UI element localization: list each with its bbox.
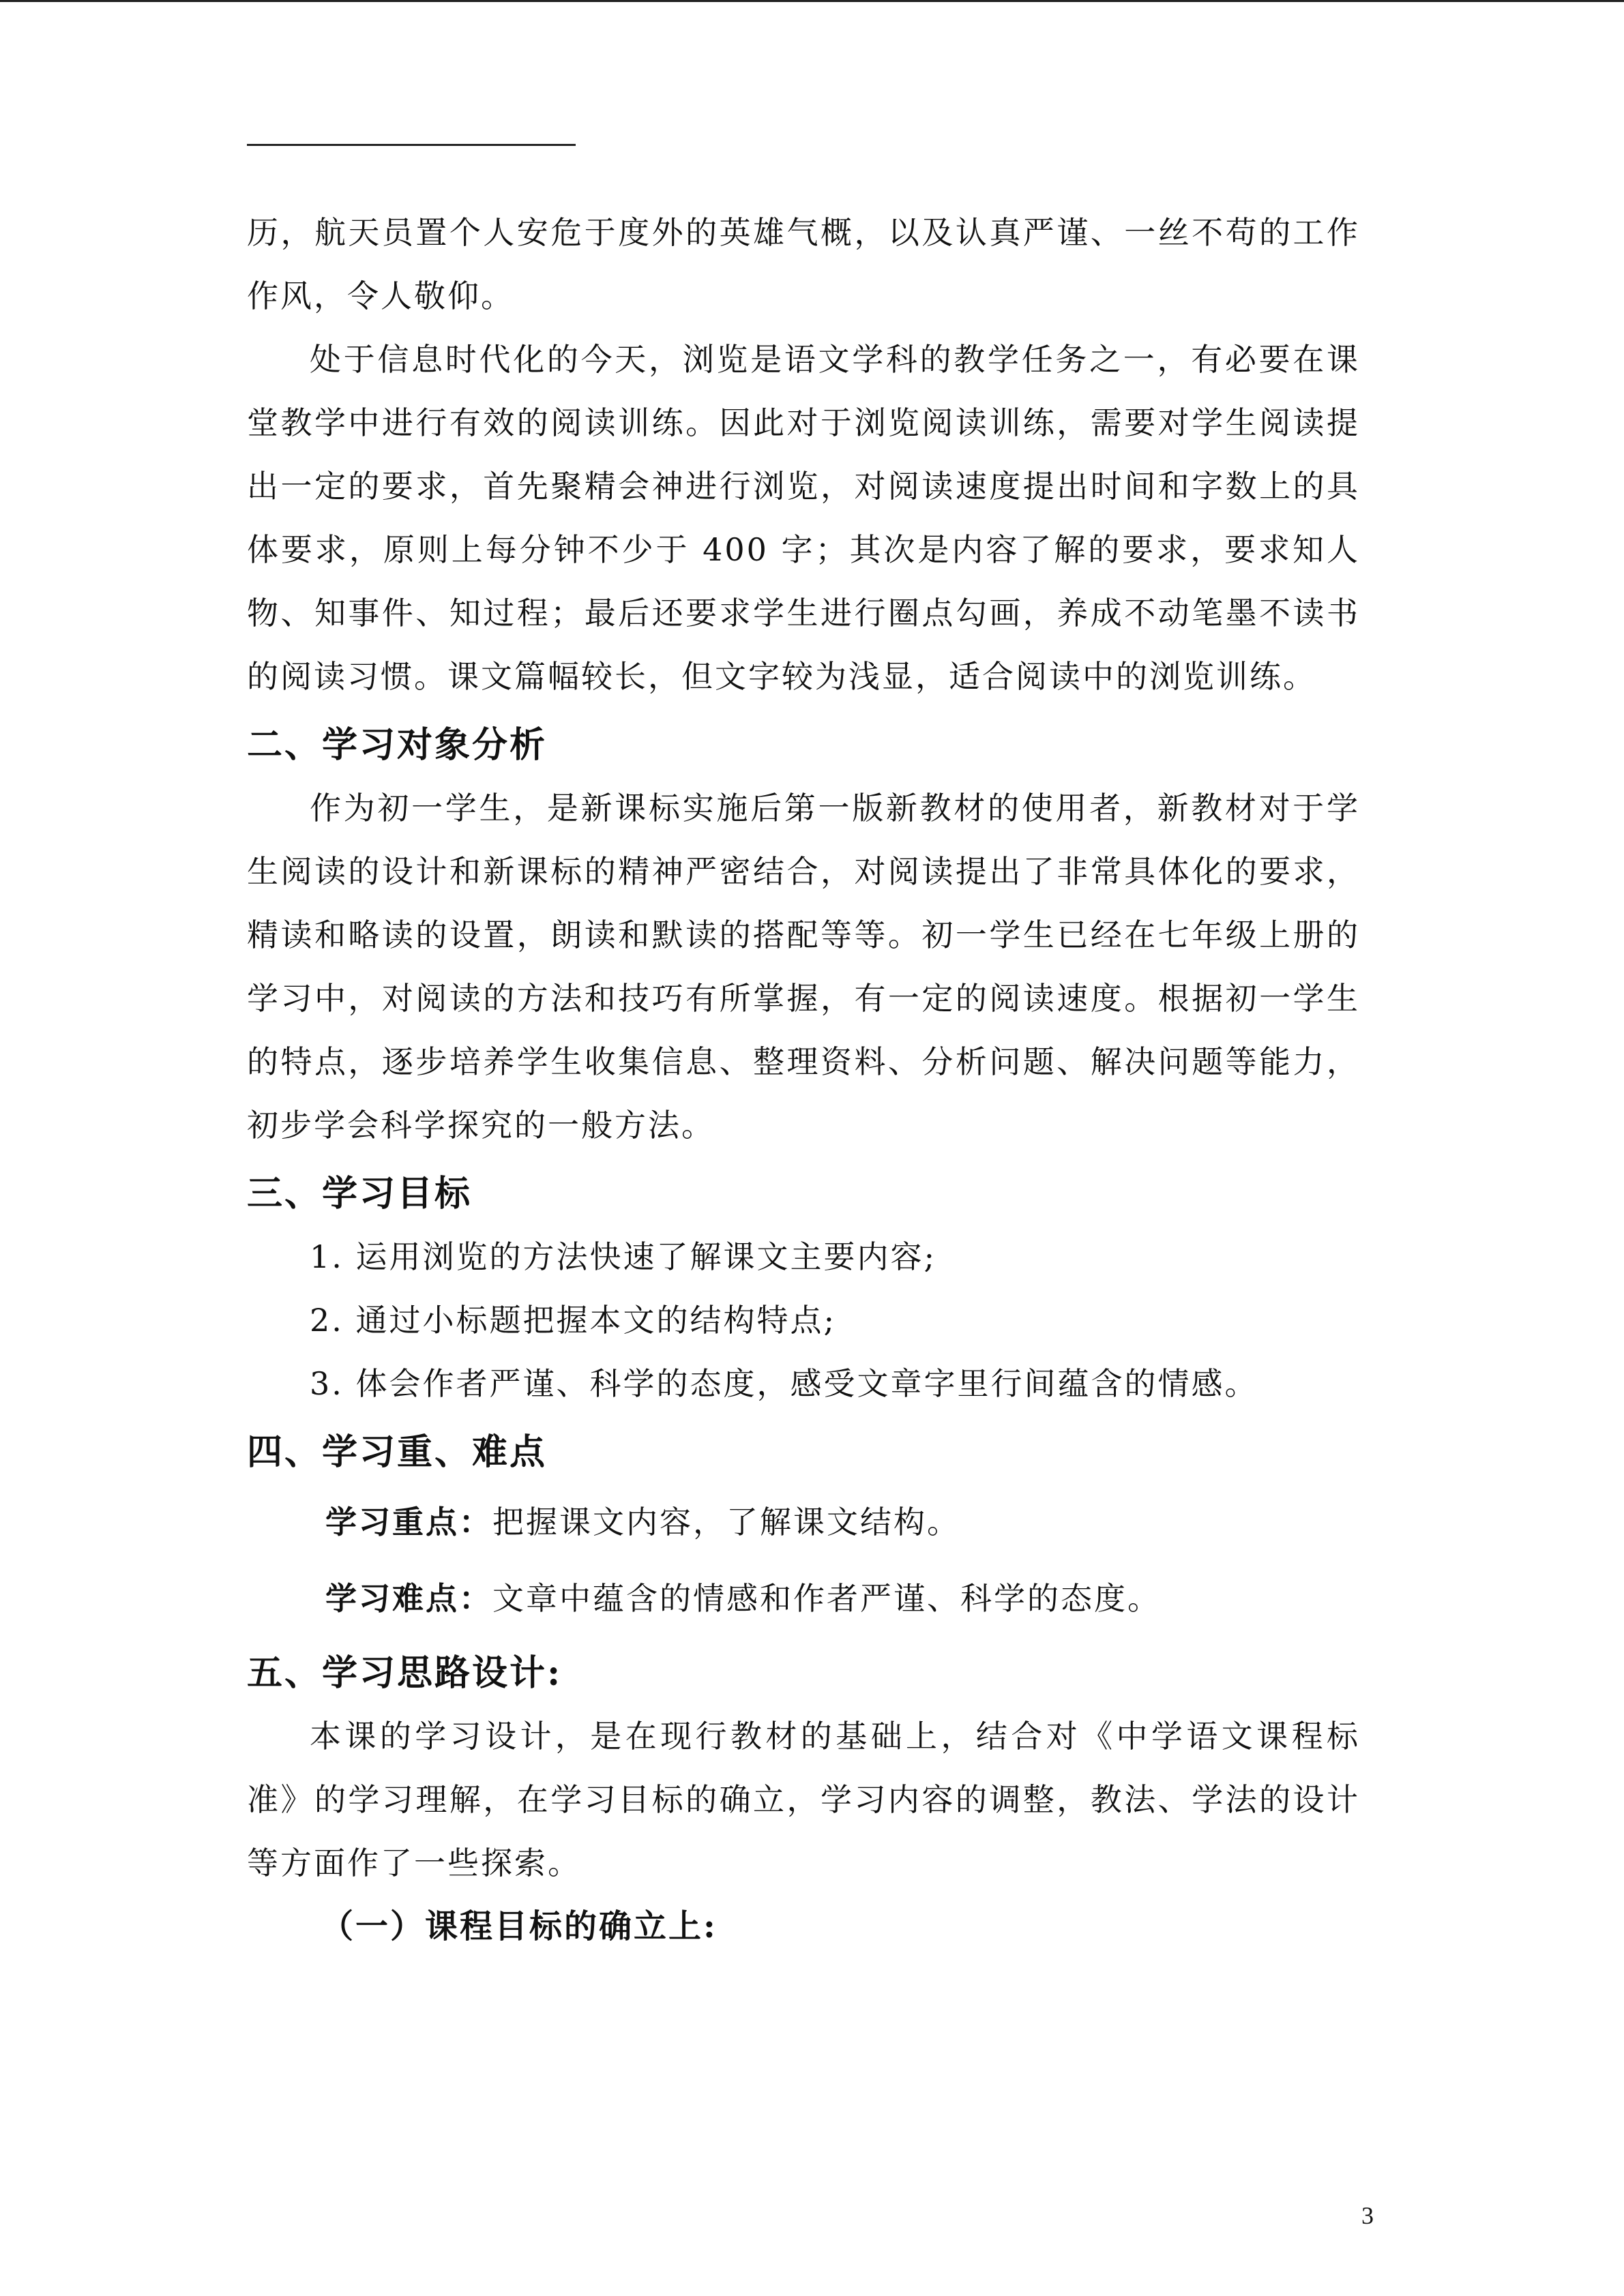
section-heading-learner-analysis: 二、学习对象分析	[247, 724, 548, 766]
key-point-label: 学习重点：	[325, 1504, 492, 1540]
learning-goal-item: 3. 体会作者严谨、科学的态度，感受文章字里行间蕴含的情感。	[310, 1365, 1258, 1402]
continued-paragraph: 历，航天员置个人安危于度外的英雄气概，以及认真严谨、一丝不苟的工作作风，令人敬仰。	[247, 214, 1360, 314]
design-approach-paragraph: 本课的学习设计，是在现行教材的基础上，结合对《中学语文课程标准》的学习理解，在学习目标的确立，学习内容的调整，教法、学法的设计等方面作了一些探索。	[247, 1718, 1360, 1881]
difficult-point-label: 学习难点：	[325, 1580, 492, 1617]
learner-analysis-paragraph: 作为初一学生，是新课标实施后第一版新教材的使用者，新教材对于学生阅读的设计和新课标的精神严密结合，对阅读提出了非常具体化的要求，精读和略读的设置，朗读和默读的搭配等等。初一学生已经在七年级上册的学习中，对阅读的方法和技巧有所掌握，有一定的阅读速度。根据初一学生的特点，逐步培养学生收集信息、整理资料、分析问题、解决问题等能力，初步学会科学探究的一般方法。	[247, 790, 1360, 1144]
page-top-border	[0, 0, 1624, 2]
page-number: 3	[1361, 2202, 1374, 2229]
key-point-line	[247, 1484, 1360, 1560]
difficult-point-line	[247, 1560, 1360, 1637]
key-point-text: 把握课文内容，了解课文结构。	[492, 1504, 960, 1540]
footnote-separator-rule	[247, 144, 576, 146]
section-heading-key-difficult-points: 四、学习重、难点	[247, 1431, 548, 1473]
document-body	[247, 201, 1360, 1958]
sub-heading-course-goals: （一）课程目标的确立上:	[321, 1907, 718, 1945]
learning-goal-item: 1. 运用浏览的方法快速了解课文主要内容;	[310, 1238, 937, 1275]
section-heading-learning-goals: 三、学习目标	[247, 1173, 473, 1214]
browsing-training-paragraph: 处于信息时代化的今天，浏览是语文学科的教学任务之一，有必要在课堂教学中进行有效的阅读训练。因此对于浏览阅读训练，需要对学生阅读提出一定的要求，首先聚精会神进行浏览，对阅读速度提出时间和字数上的具体要求，原则上每分钟不少于 400 字；其次是内容了解的要求，要求知人物、知事件、知过程；最后还要求学生进行圈点勾画，养成不动笔墨不读书的阅读习惯。课文篇幅较长，但文字较为浅显，适合阅读中的浏览训练。	[247, 341, 1360, 695]
section-heading-design-approach: 五、学习思路设计:	[247, 1652, 563, 1694]
learning-goal-item: 2. 通过小标题把握本文的结构特点;	[310, 1302, 837, 1339]
difficult-point-text: 文章中蕴含的情感和作者严谨、科学的态度。	[492, 1580, 1161, 1617]
